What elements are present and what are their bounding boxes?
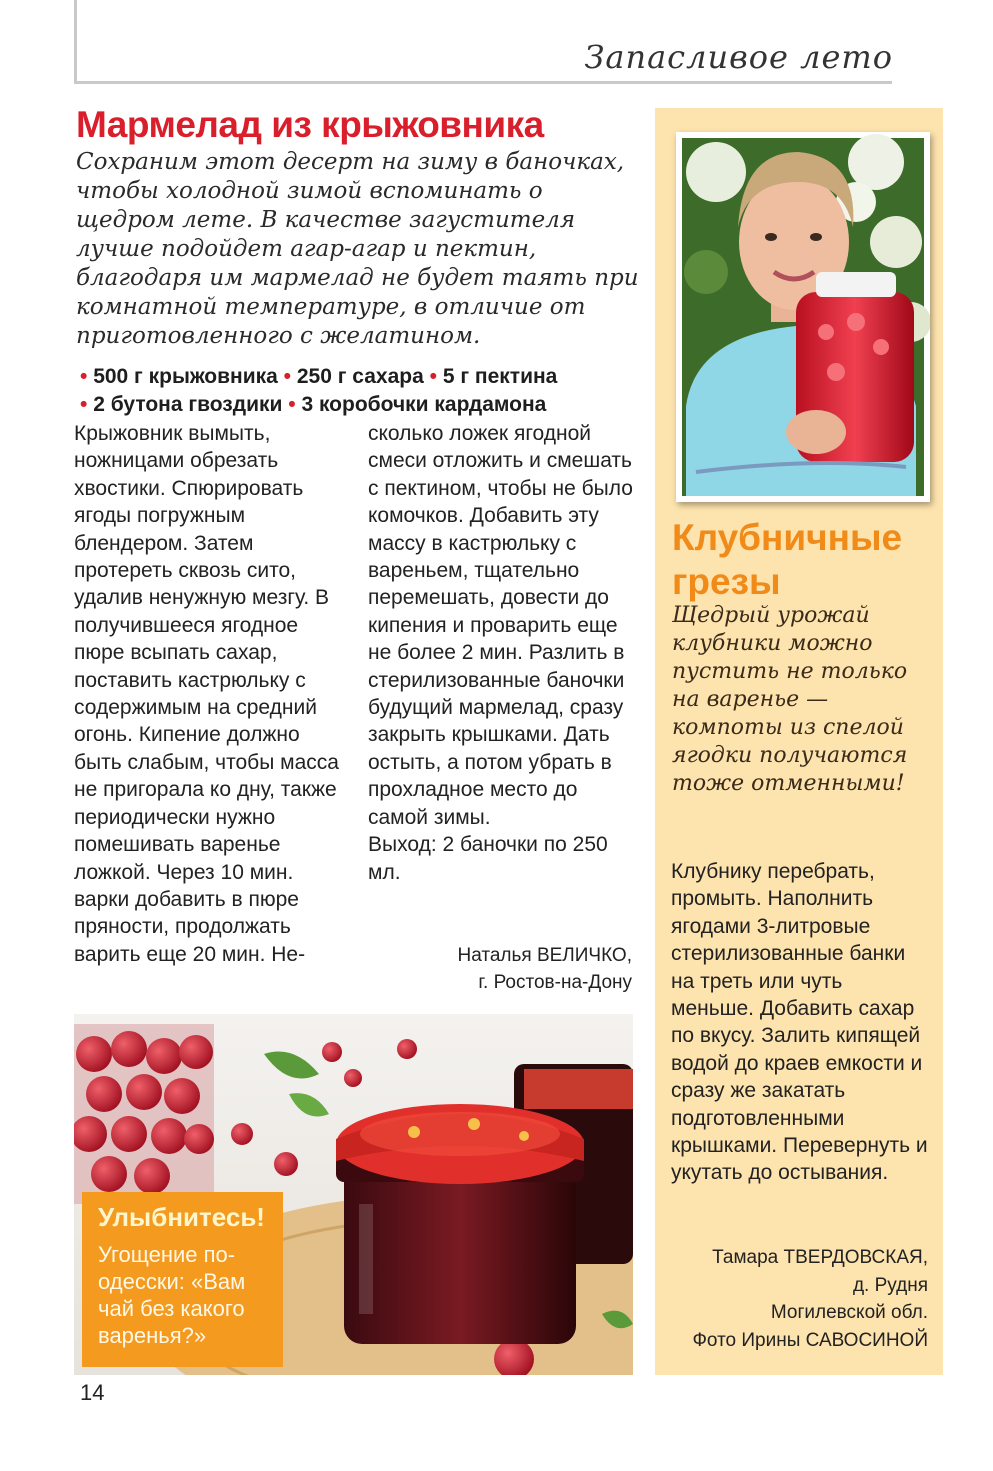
- recipe-text: сколько ложек ягодной смеси отложить и смешать с пектином, чтобы не было комочков. Добавить эту массу в кастрюльку с вареньем, тщательно перемешать, довести до кипения и проварить еще не более 2 мин. Разлить в стерилизованные баночки будущий мармелад, сразу закрыть крышками. Дать остыть, а потом убрать в прохладное место до самой зимы.: [368, 422, 633, 829]
- ingredient: 3 коробочки кардамона: [301, 393, 547, 416]
- joke-box: [82, 1192, 283, 1367]
- sidebar-credits: [660, 1244, 928, 1354]
- article-author: [380, 942, 632, 996]
- bullet-icon: •: [288, 393, 302, 416]
- bullet-icon: •: [429, 365, 443, 388]
- ingredient: 5 г пектина: [442, 365, 558, 388]
- sidebar-author-region: Могилевской обл.: [770, 1302, 928, 1323]
- header-rule: [74, 81, 892, 84]
- section-title: Запасливое лето: [584, 38, 893, 76]
- joke-title: Улыбнитесь!: [98, 1202, 265, 1232]
- ingredients-line-1: [80, 365, 557, 389]
- header-vertical-rule: [74, 0, 77, 84]
- sidebar-recipe-text: Клубнику перебрать, промыть. Наполнить ягодами 3-литровые стерилизованные банки на треть или чуть меньше. Добавить сахар по вкусу. Залить кипящей водой до краев емкости и сразу же закатать подготовленными крышками. Перевернуть и укутать до остывания.: [671, 860, 928, 1185]
- page-number: 14: [80, 1380, 105, 1405]
- sidebar-author-name: Тамара ТВЕРДОВСКАЯ,: [712, 1247, 928, 1268]
- recipe-text-column-left: Крыжовник вымыть, ножницами обрезать хвостики. Спюрировать ягоды погружным блендером. Затем протереть сквозь сито, удалив ненужную мезгу. В получившееся ягодное пюре всыпать сахар, поставить кастрюльку с содержимым на средний огонь. Кипение должно быть слабым, чтобы масса не пригорала ко дну, также периодически нужно помешивать варенье ложкой. Через 10 мин. варки добавить в пюре пряности, продолжать варить еще 20 мин. Не-: [74, 422, 339, 966]
- bullet-icon: •: [283, 365, 297, 388]
- ingredient: 500 г крыжовника: [93, 365, 278, 388]
- recipe-yield: Выход: 2 баночки по 250 мл.: [368, 833, 608, 884]
- recipe-text-column-middle: [368, 420, 638, 886]
- author-city: г. Ростов-на-Дону: [478, 972, 632, 993]
- bullet-icon: •: [80, 393, 94, 416]
- author-photo: [676, 132, 930, 502]
- sidebar-title-line: грезы: [672, 561, 781, 602]
- photo-credit: Фото Ирины САВОСИНОЙ: [692, 1329, 928, 1351]
- ingredients-line-2: [80, 393, 546, 417]
- joke-text: Угощение по-одесски: «Вам чай без какого варенья?»: [98, 1242, 246, 1348]
- article-title: Мармелад из крыжовника: [76, 104, 544, 145]
- article-intro: Сохраним этот десерт на зиму в баночках, чтобы холодной зимой вспоминать о щедром лете. В качестве загустителя лучше подойдет агар-агар и пектин, благодаря им мармелад не будет таять при комнатной температуре, в отличие от приготовленного с желатином.: [76, 149, 639, 349]
- sidebar-title: [672, 516, 932, 604]
- bullet-icon: •: [80, 365, 94, 388]
- author-name: Наталья ВЕЛИЧКО,: [457, 945, 632, 966]
- woman-with-jar-illustration: [676, 132, 930, 502]
- ingredient: 250 г сахара: [296, 365, 424, 388]
- sidebar-intro: Щедрый урожай клубники можно пустить не только на варенье — компоты из спелой ягодки получаются тоже отменными!: [672, 603, 908, 796]
- sidebar-title-line: Клубничные: [672, 517, 903, 558]
- sidebar-author-place: д. Рудня: [852, 1274, 928, 1296]
- ingredient: 2 бутона гвоздики: [93, 393, 283, 416]
